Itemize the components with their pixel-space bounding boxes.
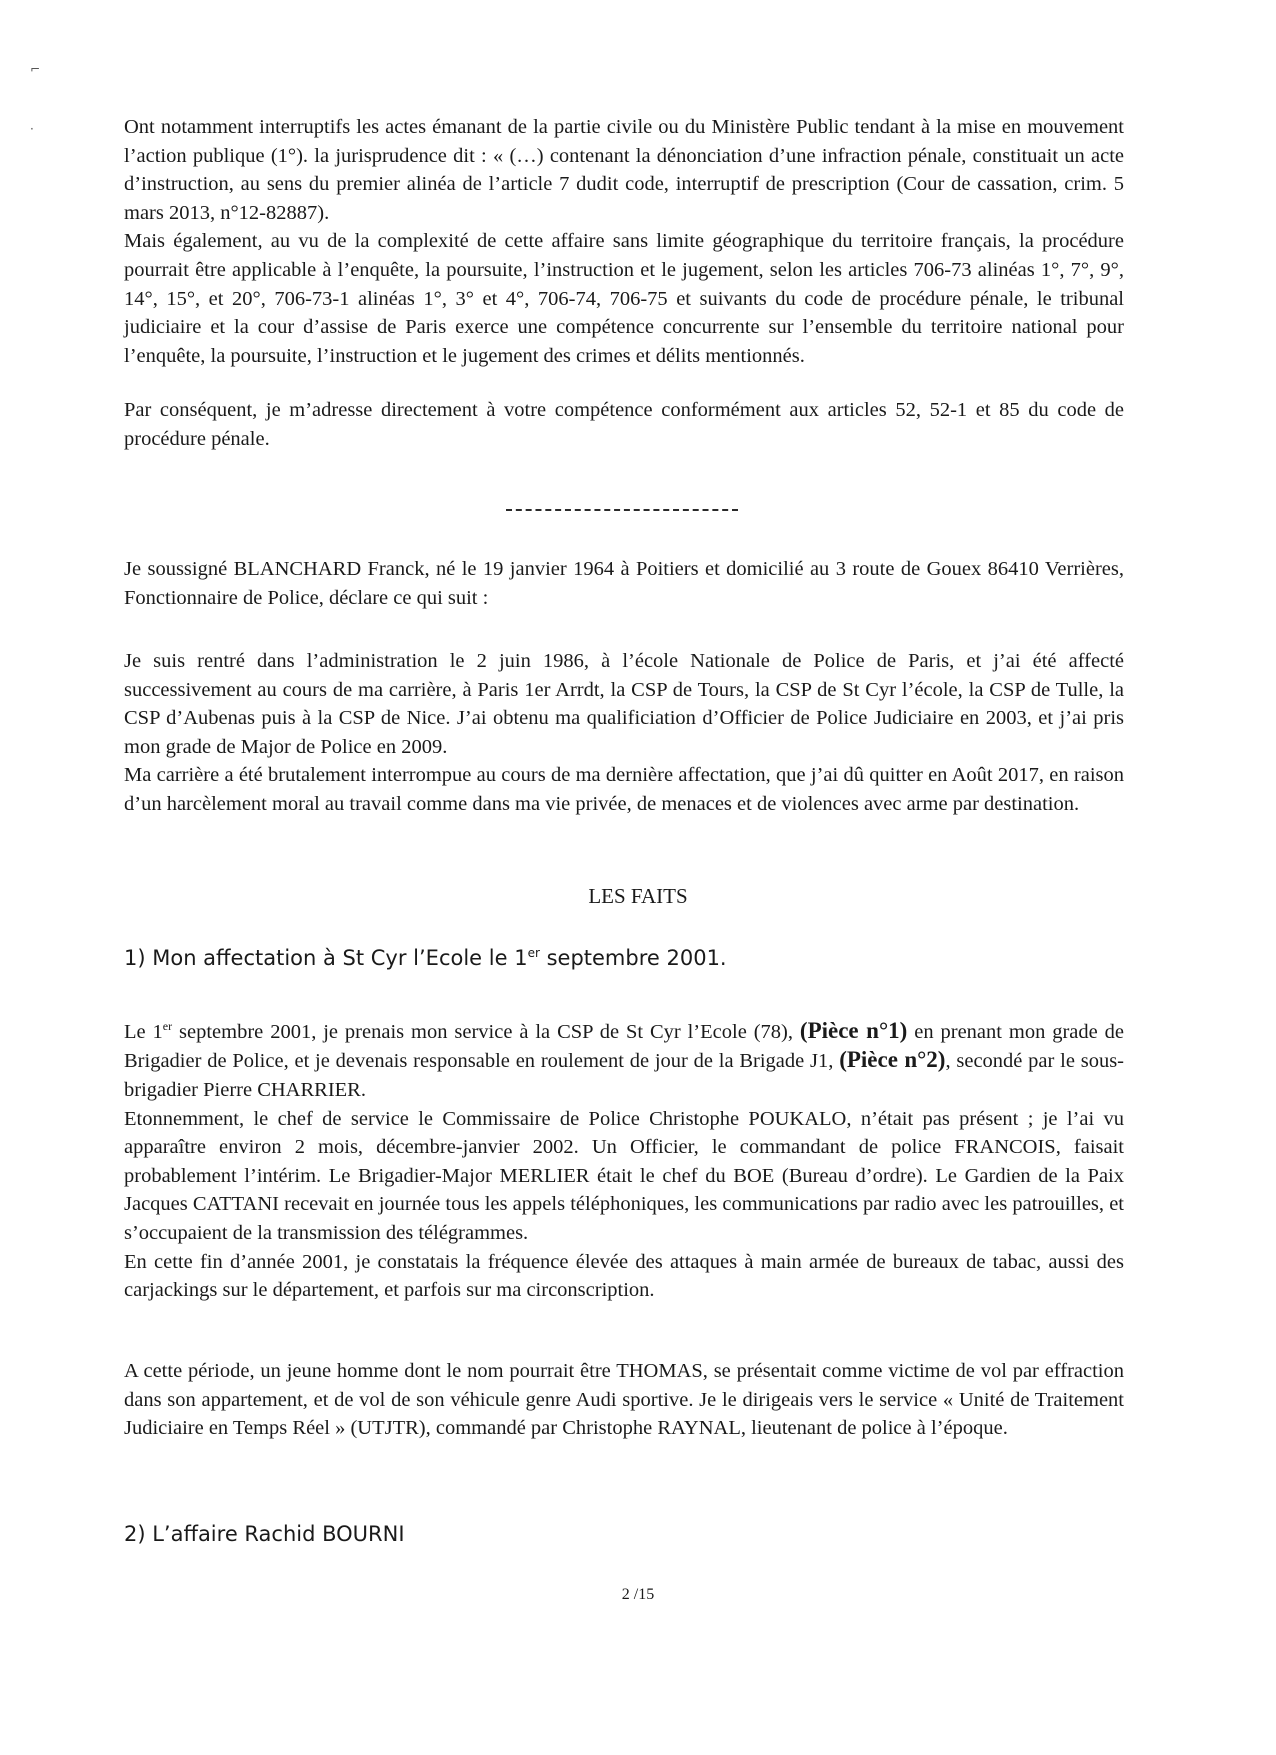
text-run: Le 1 xyxy=(124,1020,163,1043)
heading-superscript: er xyxy=(527,946,540,960)
section-title: LES FAITS xyxy=(588,884,688,908)
text-run: en prenant mon grade de Brigadier de Police, et je devenais responsable en roulement de jour de la Brigade J1, xyxy=(124,1020,1125,1073)
piece-reference: (Pièce n°1) xyxy=(799,1017,908,1043)
heading-affectation xyxy=(124,946,727,970)
text-run: , secondé par le sous-brigadier Pierre CHARRIER. xyxy=(124,1050,1125,1102)
scan-mark: ⌐ xyxy=(30,62,41,76)
paragraph-facts xyxy=(124,1012,1124,1305)
paragraph-prescription xyxy=(124,113,1124,370)
paragraph-text: En cette fin d’année 2001, je constatais la fréquence élevée des attaques à main armée de bureaux de tabac, aussi des carjackings sur le département, et parfois sur ma circonscription. xyxy=(124,1250,1124,1302)
paragraph-declarant xyxy=(124,555,1124,612)
paragraph-text: Ont notamment interruptifs les actes émanant de la partie civile ou du Ministère Public tendant à la mise en mouvement l’action publique (1°). la jurisprudence dit : « (…) contenant la dénonciation d’une infraction pénale, constituait un acte d’instruction, au sens du premier alinéa de l’article 7 dudit code, interruptif de prescription (Cour de cassation, crim. 5 mars 2013, n°12-82887). xyxy=(124,116,1124,224)
heading-text: septembre 2001. xyxy=(539,946,727,970)
paragraph-text: Ma carrière a été brutalement interrompue au cours de ma dernière affectation, que j’ai dû quitter en Août 2017, en raison d’un harcèlement moral au travail comme dans ma vie privée, de menaces et de violences avec arme par destination. xyxy=(124,764,1124,815)
paragraph-text: Je soussigné BLANCHARD Franck, né le 19 janvier 1964 à Poitiers et domicilié au 3 route de Gouex 86410 Verrières, Fonctionnaire de Police, déclare ce qui suit : xyxy=(124,558,1124,609)
piece-reference: (Pièce n°2) xyxy=(839,1047,946,1073)
section-divider xyxy=(506,509,738,511)
paragraph-career xyxy=(124,647,1124,819)
text-run: septembre 2001, je prenais mon service à la CSP de St Cyr l’Ecole (78), xyxy=(172,1020,800,1043)
paragraph-competence xyxy=(124,396,1124,453)
heading-bourni: 2) L’affaire Rachid BOURNI xyxy=(124,1522,405,1546)
scan-mark: · xyxy=(30,122,34,136)
paragraph-text: Par conséquent, je m’adresse directement à votre compétence conformément aux articles 52, 52-1 et 85 du code de procédure pénale. xyxy=(124,399,1124,450)
paragraph-affectation xyxy=(124,1012,1124,1105)
paragraph-text: Je suis rentré dans l’administration le 2 juin 1986, à l’école Nationale de Police de Paris, et j’ai été affecté successivement au cours de ma carrière, à Paris 1er Arrdt, la CSP de Tours, la CSP de St Cyr l’école, la CSP de Tulle, la CSP d’Aubenas puis à la CSP de Nice. J’ai obtenu ma qualificiation d’Officier de Police Judiciaire en 2003, et j’ai pris mon grade de Major de Police en 2009. xyxy=(124,650,1124,758)
page-number: 2 /15 xyxy=(621,1586,655,1603)
heading-text: 1) Mon affectation à St Cyr l’Ecole le 1 xyxy=(124,946,528,970)
paragraph-text: A cette période, un jeune homme dont le nom pourrait être THOMAS, se présentait comme victime de vol par effraction dans son appartement, et de vol de son véhicule genre Audi sportive. Je le dirigeais vers le service « Unité de Traitement Judiciaire en Temps Réel » (UTJTR), commandé par Christophe RAYNAL, lieutenant de police à l’époque. xyxy=(124,1360,1124,1440)
text-superscript: er xyxy=(162,1019,173,1033)
paragraph-text: Mais également, au vu de la complexité de cette affaire sans limite géographique du territoire français, la procédure pourrait être applicable à l’enquête, la poursuite, l’instruction et le jugement, selon les articles 706-73 alinéas 1°, 7°, 9°, 14°, 15°, et 20°, 706-73-1 alinéas 1°, 3° et 4°, 706-74, 706-75 et suivants du code de procédure pénale, le tribunal judiciaire et la cour d’assise de Paris exerce une compétence concurrente sur l’ensemble du territoire national pour l’enquête, la poursuite, l’instruction et le jugement des crimes et délits mentionnés. xyxy=(124,230,1124,367)
paragraph-text: Etonnemment, le chef de service le Commissaire de Police Christophe POUKALO, n’était pas présent ; je l’ai vu apparaître environ 2 mois, décembre-janvier 2002. Un Officier, le commandant de police FRANCOIS, faisait probablement l’intérim. Le Brigadier-Major MERLIER était le chef du BOE (Bureau d’ordre). Le Gardien de la Paix Jacques CATTANI recevait en journée tous les appels téléphoniques, les communications par radio avec les patrouilles, et s’occupaient de la transmission des télégrammes. xyxy=(124,1107,1124,1244)
paragraph-thomas xyxy=(124,1357,1124,1443)
